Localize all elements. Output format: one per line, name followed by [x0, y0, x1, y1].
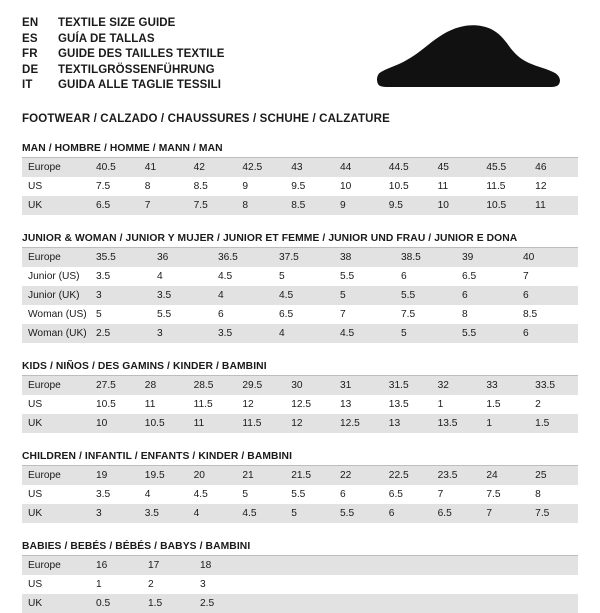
cell: 33	[480, 376, 529, 395]
table-row	[22, 158, 578, 177]
cell: 3	[90, 286, 151, 305]
cell: 6.5	[432, 504, 481, 523]
cell: 7	[480, 504, 529, 523]
cell: 44.5	[383, 158, 432, 177]
cell: 7.5	[395, 305, 456, 324]
cell: 16	[90, 556, 142, 575]
cell: 44	[334, 158, 383, 177]
cell: 6	[456, 286, 517, 305]
row-label: US	[22, 575, 90, 594]
cell: 40	[517, 248, 578, 267]
row-label: UK	[22, 196, 90, 215]
cell: 5	[236, 485, 285, 504]
cell: 11	[139, 395, 188, 414]
section-children	[22, 451, 578, 523]
cell: 6.5	[90, 196, 139, 215]
cell: 6.5	[273, 305, 334, 324]
table-row	[22, 177, 578, 196]
table-row	[22, 485, 578, 504]
row-label: UK	[22, 594, 90, 613]
cell: 6	[212, 305, 273, 324]
cell: 7	[139, 196, 188, 215]
cell: 4.5	[334, 324, 395, 343]
cell: 21.5	[285, 466, 334, 485]
cell: 5.5	[395, 286, 456, 305]
size-table-man	[22, 158, 578, 215]
language-row	[22, 78, 225, 94]
language-title: GUÍA DE TALLAS	[58, 32, 155, 45]
cell: 11	[432, 177, 481, 196]
cell: 1.5	[529, 414, 578, 433]
cell: 39	[456, 248, 517, 267]
cell: 5.5	[334, 267, 395, 286]
cell: 13	[383, 414, 432, 433]
size-table-kids	[22, 376, 578, 433]
cell: 7.5	[480, 485, 529, 504]
row-label: US	[22, 177, 90, 196]
cell: 24	[480, 466, 529, 485]
row-label: Woman (US)	[22, 305, 90, 324]
table-row	[22, 504, 578, 523]
cell: 3.5	[139, 504, 188, 523]
row-label: Europe	[22, 466, 90, 485]
cell: 25	[529, 466, 578, 485]
cell: 28	[139, 376, 188, 395]
cell: 2.5	[90, 324, 151, 343]
cell: 40.5	[90, 158, 139, 177]
table-row	[22, 305, 578, 324]
cell: 5.5	[456, 324, 517, 343]
cell: 22.5	[383, 466, 432, 485]
cell: 4.5	[236, 504, 285, 523]
section-babies	[22, 541, 578, 613]
cell: 33.5	[529, 376, 578, 395]
language-titles	[22, 16, 225, 94]
cell: 31.5	[383, 376, 432, 395]
row-label: Junior (UK)	[22, 286, 90, 305]
cell: 7	[517, 267, 578, 286]
cell: 18	[194, 556, 246, 575]
cell: 2.5	[194, 594, 246, 613]
cell: 3.5	[90, 267, 151, 286]
section-title: MAN / HOMBRE / HOMME / MANN / MAN	[22, 143, 578, 158]
cell: 9.5	[285, 177, 334, 196]
cell: 10	[334, 177, 383, 196]
cell: 35.5	[90, 248, 151, 267]
table-row	[22, 248, 578, 267]
cell: 2	[529, 395, 578, 414]
footwear-category-line: FOOTWEAR / CALZADO / CHAUSSURES / SCHUHE / CALZATURE	[22, 113, 390, 125]
section-title: CHILDREN / INFANTIL / ENFANTS / KINDER / BAMBINI	[22, 451, 578, 466]
cell: 23.5	[432, 466, 481, 485]
cell: 30	[285, 376, 334, 395]
row-label: Europe	[22, 158, 90, 177]
language-title: TEXTILE SIZE GUIDE	[58, 17, 176, 29]
cell: 5.5	[334, 504, 383, 523]
language-title: TEXTILGRÖSSENFÜHRUNG	[58, 63, 215, 76]
cell-empty	[246, 575, 578, 594]
cell: 5.5	[151, 305, 212, 324]
cell: 20	[188, 466, 237, 485]
cell: 8	[529, 485, 578, 504]
cell: 46	[529, 158, 578, 177]
cell: 7	[432, 485, 481, 504]
section-junior-woman	[22, 233, 578, 343]
cell: 8.5	[285, 196, 334, 215]
cell: 29.5	[236, 376, 285, 395]
cell-empty	[246, 594, 578, 613]
cell: 6.5	[456, 267, 517, 286]
cell: 19	[90, 466, 139, 485]
size-table-babies	[22, 556, 578, 613]
language-title: GUIDA ALLE TAGLIE TESSILI	[58, 79, 222, 92]
table-row	[22, 395, 578, 414]
table-row	[22, 267, 578, 286]
language-row	[22, 16, 225, 32]
size-table-junior-woman	[22, 248, 578, 343]
cell: 42.5	[236, 158, 285, 177]
language-code: DE	[22, 63, 39, 76]
cell: 10	[90, 414, 139, 433]
cell: 3.5	[90, 485, 139, 504]
cell-empty	[246, 556, 578, 575]
language-title: GUIDE DES TAILLES TEXTILE	[58, 48, 225, 61]
cell: 11.5	[236, 414, 285, 433]
cell: 5	[90, 305, 151, 324]
cell: 5	[285, 504, 334, 523]
cell: 22	[334, 466, 383, 485]
language-row	[22, 32, 225, 48]
cell: 27.5	[90, 376, 139, 395]
cell: 10.5	[383, 177, 432, 196]
language-code: IT	[22, 79, 33, 92]
table-row	[22, 466, 578, 485]
cell: 10.5	[139, 414, 188, 433]
row-label: Europe	[22, 376, 90, 395]
cell: 1	[480, 414, 529, 433]
cell: 12.5	[334, 414, 383, 433]
cell: 1	[90, 575, 142, 594]
cell: 12	[285, 414, 334, 433]
table-row	[22, 376, 578, 395]
cell: 8	[139, 177, 188, 196]
cell: 36.5	[212, 248, 273, 267]
cell: 11.5	[480, 177, 529, 196]
cell: 6	[395, 267, 456, 286]
cell: 3.5	[212, 324, 273, 343]
cell: 4.5	[212, 267, 273, 286]
cell: 8.5	[188, 177, 237, 196]
cell: 6	[383, 504, 432, 523]
cell: 5.5	[285, 485, 334, 504]
cell: 1.5	[142, 594, 194, 613]
cell: 45.5	[480, 158, 529, 177]
cell: 3	[194, 575, 246, 594]
cell: 7.5	[529, 504, 578, 523]
cell: 31	[334, 376, 383, 395]
table-row	[22, 575, 578, 594]
cell: 6	[334, 485, 383, 504]
table-row	[22, 196, 578, 215]
cell: 8	[236, 196, 285, 215]
cell: 4	[273, 324, 334, 343]
language-code: ES	[22, 32, 38, 45]
cell: 6	[517, 324, 578, 343]
cell: 5	[334, 286, 395, 305]
row-label: Europe	[22, 248, 90, 267]
section-title: KIDS / NIÑOS / DES GAMINS / KINDER / BAMBINI	[22, 361, 578, 376]
section-man	[22, 143, 578, 215]
row-label: Woman (UK)	[22, 324, 90, 343]
cell: 42	[188, 158, 237, 177]
cell: 8	[456, 305, 517, 324]
cell: 3	[90, 504, 139, 523]
row-label: UK	[22, 414, 90, 433]
cell: 32	[432, 376, 481, 395]
cell: 9.5	[383, 196, 432, 215]
cell: 9	[334, 196, 383, 215]
cell: 5	[273, 267, 334, 286]
cell: 13.5	[383, 395, 432, 414]
cell: 38.5	[395, 248, 456, 267]
document-header	[22, 16, 578, 97]
cell: 10.5	[480, 196, 529, 215]
cell: 6.5	[383, 485, 432, 504]
cell: 11	[529, 196, 578, 215]
table-row	[22, 414, 578, 433]
cell: 17	[142, 556, 194, 575]
cell: 36	[151, 248, 212, 267]
cell: 4.5	[273, 286, 334, 305]
section-kids	[22, 361, 578, 433]
cell: 10	[432, 196, 481, 215]
cell: 38	[334, 248, 395, 267]
cell: 3.5	[151, 286, 212, 305]
cell: 41	[139, 158, 188, 177]
language-row	[22, 47, 225, 63]
cell: 4	[212, 286, 273, 305]
size-table-children	[22, 466, 578, 523]
cell: 7.5	[90, 177, 139, 196]
cell: 5	[395, 324, 456, 343]
cell: 1.5	[480, 395, 529, 414]
cell: 6	[517, 286, 578, 305]
cell: 4	[188, 504, 237, 523]
cell: 9	[236, 177, 285, 196]
cell: 21	[236, 466, 285, 485]
row-label: UK	[22, 504, 90, 523]
section-title: JUNIOR & WOMAN / JUNIOR Y MUJER / JUNIOR ET FEMME / JUNIOR UND FRAU / JUNIOR E DONA	[22, 233, 578, 248]
cell: 12	[529, 177, 578, 196]
cell: 1	[432, 395, 481, 414]
dress-shoe-icon	[372, 22, 562, 97]
cell: 13	[334, 395, 383, 414]
table-row	[22, 286, 578, 305]
row-label: Junior (US)	[22, 267, 90, 286]
cell: 4.5	[188, 485, 237, 504]
language-code: EN	[22, 17, 39, 29]
table-row	[22, 594, 578, 613]
cell: 45	[432, 158, 481, 177]
cell: 7	[334, 305, 395, 324]
language-row	[22, 63, 225, 79]
section-title: BABIES / BEBÉS / BÉBÉS / BABYS / BAMBINI	[22, 541, 578, 556]
table-row	[22, 324, 578, 343]
table-row	[22, 556, 578, 575]
cell: 3	[151, 324, 212, 343]
cell: 28.5	[188, 376, 237, 395]
row-label: US	[22, 395, 90, 414]
cell: 19.5	[139, 466, 188, 485]
cell: 10.5	[90, 395, 139, 414]
cell: 8.5	[517, 305, 578, 324]
cell: 12.5	[285, 395, 334, 414]
cell: 2	[142, 575, 194, 594]
cell: 12	[236, 395, 285, 414]
cell: 0.5	[90, 594, 142, 613]
row-label: Europe	[22, 556, 90, 575]
cell: 4	[151, 267, 212, 286]
cell: 11	[188, 414, 237, 433]
language-code: FR	[22, 48, 38, 61]
cell: 7.5	[188, 196, 237, 215]
row-label: US	[22, 485, 90, 504]
cell: 4	[139, 485, 188, 504]
cell: 43	[285, 158, 334, 177]
cell: 37.5	[273, 248, 334, 267]
cell: 13.5	[432, 414, 481, 433]
cell: 11.5	[188, 395, 237, 414]
